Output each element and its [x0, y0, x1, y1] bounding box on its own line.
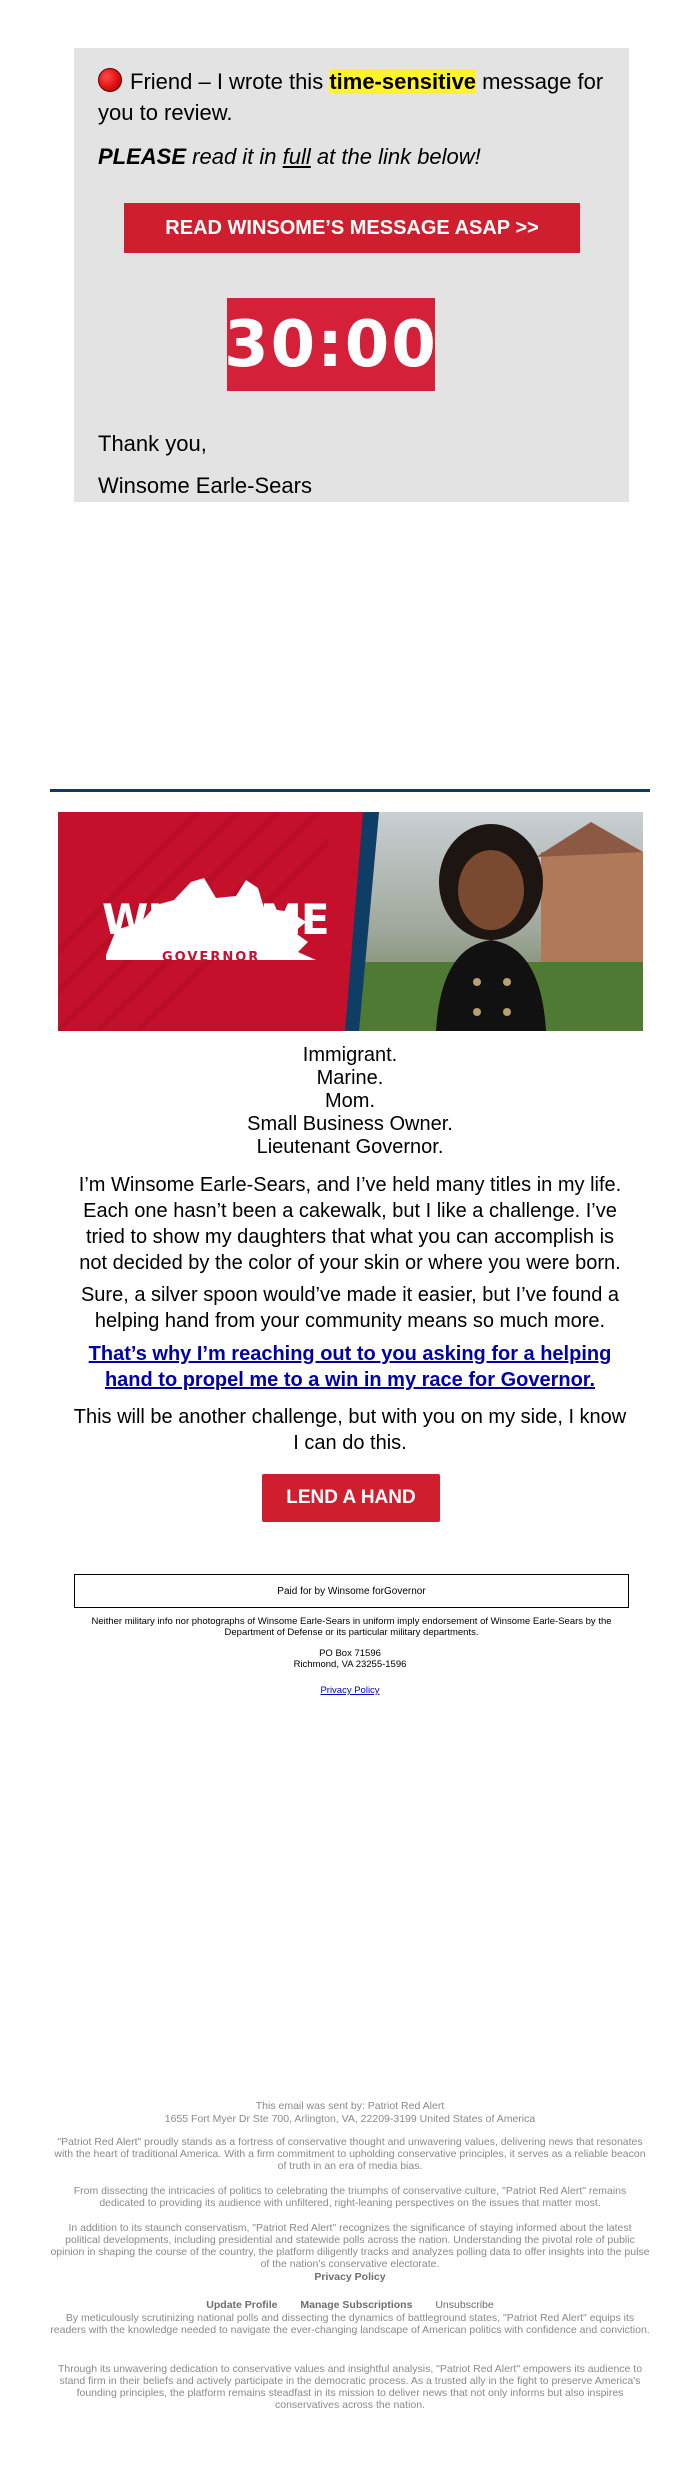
alert-panel: [74, 48, 629, 502]
banner-logo-area: [58, 812, 353, 1031]
footer-about-4: By meticulously scrutinizing national polls and dissecting the dynamics of battleground states, "Patriot Red Alert" equips its readers with the knowledge needed to navigate the ever-changing landscape of American politics with confidence and conviction.: [50, 2312, 650, 2336]
thank-you-text: Thank you,: [98, 431, 207, 456]
greeting-text: Friend – I wrote this: [130, 69, 324, 94]
please-text: PLEASE: [98, 144, 187, 169]
manage-subscriptions-link[interactable]: Manage Subscriptions: [300, 2299, 413, 2311]
lend-a-hand-button[interactable]: LEND A HAND: [262, 1474, 440, 1522]
signoff: [98, 423, 312, 507]
read-tail-text: at the link below!: [316, 144, 481, 169]
bio-titles: [0, 1044, 700, 1159]
unsubscribe-link[interactable]: Unsubscribe: [435, 2299, 494, 2311]
bio-line: Mom.: [325, 1090, 375, 1112]
paid-for-notice: Paid for by Winsome forGovernor: [74, 1574, 629, 1608]
helping-hand-link[interactable]: That’s why I’m reaching out to you asking for a helping hand to propel me to a win in my race for Governor.: [88, 1343, 612, 1391]
footer-about-3: In addition to its staunch conservatism, "Patriot Red Alert" recognizes the significance of staying informed about the latest political developments, including presidential and statewide polls across the nation. Understanding the pivotal role of public opinion in shaping the course of the country, the platform diligently tracks and analyzes polling data to offer insights into the pulse of the nation's conservative electorate.: [50, 2222, 650, 2270]
read-instruction: [98, 144, 481, 170]
read-mid-text: read it in: [192, 144, 277, 169]
greeting-tail: message for you to review.: [98, 69, 604, 125]
footer-privacy-policy[interactable]: Privacy Policy: [314, 2271, 386, 2283]
footer-about-5: Through its unwavering dedication to conservative values and insightful analysis, "Patriot Red Alert" empowers its audience to stand firm in their beliefs and actively participate in the democratic process. As a trusted ally in the fight to preserve America's founding principles, the platform remains steadfast in its mission to deliver news that not only informs but also inspires conservatives across the nation.: [57, 2363, 643, 2411]
candidate-photo-illustration: [341, 812, 643, 1031]
countdown-timer: 30:00: [227, 298, 435, 391]
read-message-button[interactable]: READ WINSOME’S MESSAGE ASAP >>: [124, 203, 580, 253]
footer-about-2: From dissecting the intricacies of politics to celebrating the triumphs of conservative culture, "Patriot Red Alert" remains dedicated to providing its audience with unfiltered, right-leaning perspectives on the issues that matter most.: [73, 2185, 627, 2209]
footer-about-1: "Patriot Red Alert" proudly stands as a fortress of conservative thought and unwavering values, delivering news that resonates with the heart of traditional America. With a firm commitment to upholding conservative principles, it serves as a reliable beacon of truth in an era of media bias.: [54, 2136, 646, 2172]
footer-links: [0, 2299, 700, 2311]
privacy-policy-link[interactable]: Privacy Policy: [320, 1685, 380, 1696]
paragraph-link: [70, 1341, 630, 1393]
red-circle-icon: [98, 68, 122, 92]
signature-text: Winsome Earle-Sears: [98, 473, 312, 498]
military-disclaimer: Neither military info nor photographs of Winsome Earle-Sears in uniform imply endorsement of Winsome Earle-Sears by the Department of Defense or its particular military departments.: [91, 1616, 612, 1638]
update-profile-link[interactable]: Update Profile: [206, 2299, 278, 2311]
campaign-banner[interactable]: [58, 812, 643, 1031]
full-text: full: [282, 144, 311, 169]
brand-wordmark: WINSOME: [102, 895, 329, 944]
bio-line: Marine.: [316, 1067, 384, 1089]
address-line1: PO Box 71596: [319, 1648, 381, 1659]
paragraph-challenge: This will be another challenge, but with you on my side, I know I can do this.: [73, 1406, 627, 1454]
privacy-policy-row: [0, 1685, 700, 1696]
brand-subtitle: GOVERNOR: [162, 950, 261, 965]
footer-sender-address: 1655 Fort Myer Dr Ste 700, Arlington, VA, 22209-3199 United States of America: [164, 2113, 536, 2125]
mailing-address: [0, 1648, 700, 1670]
bio-line: Immigrant.: [302, 1044, 398, 1066]
bio-line: Small Business Owner.: [247, 1113, 453, 1135]
address-line2: Richmond, VA 23255-1596: [293, 1659, 407, 1670]
candidate-photo: [341, 812, 643, 1031]
bio-line: Lieutenant Governor.: [256, 1136, 444, 1158]
paragraph-silver-spoon: Sure, a silver spoon would’ve made it easier, but I’ve found a helping hand from your community means so much more.: [80, 1284, 620, 1332]
alert-intro: [98, 66, 618, 128]
footer-sent-by: This email was sent by: Patriot Red Alert: [255, 2100, 445, 2112]
time-sensitive-highlight: time-sensitive: [329, 69, 477, 94]
section-divider: [50, 789, 650, 792]
paragraph-intro: I’m Winsome Earle-Sears, and I’ve held many titles in my life. Each one hasn’t been a cakewalk, but I like a challenge. I’ve tried to show my daughters that what you can accomplish is not decided by the color of your skin or where you were born.: [78, 1174, 622, 1274]
